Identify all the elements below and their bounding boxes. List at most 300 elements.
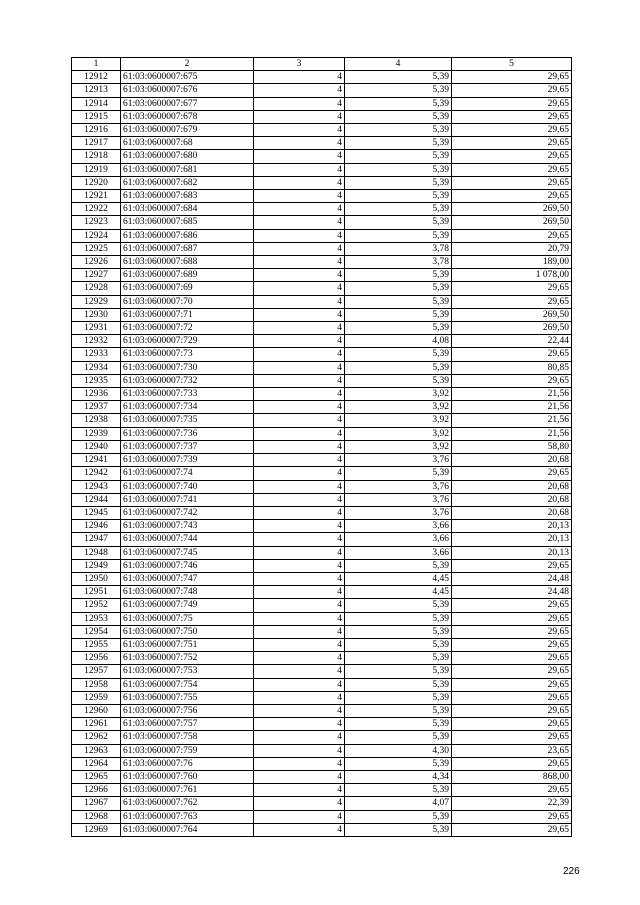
col3-cell: 4	[254, 744, 345, 757]
col5-cell: 29,65	[452, 150, 572, 163]
table-row	[72, 256, 572, 269]
col5-cell: 269,50	[452, 308, 572, 321]
cadastral-number-cell: 61:03:0600007:76	[121, 757, 254, 770]
table-row	[72, 823, 572, 836]
col5-cell: 269,50	[452, 216, 572, 229]
col3-cell: 4	[254, 572, 345, 585]
row-number-cell: 12928	[72, 282, 121, 295]
table-row	[72, 282, 572, 295]
row-number-cell: 12943	[72, 480, 121, 493]
col3-cell: 4	[254, 203, 345, 216]
cadastral-number-cell: 61:03:0600007:735	[121, 414, 254, 427]
col4-cell: 3,66	[345, 533, 452, 546]
col4-cell: 5,39	[345, 216, 452, 229]
col3-cell: 4	[254, 216, 345, 229]
col5-cell: 29,65	[452, 124, 572, 137]
row-number-cell: 12924	[72, 229, 121, 242]
col3-cell: 4	[254, 150, 345, 163]
col5-cell: 29,65	[452, 599, 572, 612]
table-row	[72, 797, 572, 810]
row-number-cell: 12965	[72, 770, 121, 783]
col5-cell: 29,65	[452, 678, 572, 691]
table-row	[72, 586, 572, 599]
row-number-cell: 12930	[72, 308, 121, 321]
table-row	[72, 440, 572, 453]
table-row	[72, 691, 572, 704]
cadastral-number-cell: 61:03:0600007:745	[121, 546, 254, 559]
column-header-2: 2	[121, 58, 254, 71]
col3-cell: 4	[254, 533, 345, 546]
row-number-cell: 12915	[72, 110, 121, 123]
row-number-cell: 12947	[72, 533, 121, 546]
data-table	[71, 57, 572, 837]
cadastral-number-cell: 61:03:0600007:749	[121, 599, 254, 612]
col4-cell: 5,39	[345, 176, 452, 189]
col3-cell: 4	[254, 810, 345, 823]
col3-cell: 4	[254, 361, 345, 374]
col3-cell: 4	[254, 388, 345, 401]
col5-cell: 80,85	[452, 361, 572, 374]
col4-cell: 3,92	[345, 414, 452, 427]
col3-cell: 4	[254, 256, 345, 269]
col3-cell: 4	[254, 71, 345, 84]
cadastral-number-cell: 61:03:0600007:753	[121, 665, 254, 678]
col4-cell: 5,39	[345, 124, 452, 137]
col3-cell: 4	[254, 229, 345, 242]
col5-cell: 29,65	[452, 718, 572, 731]
col5-cell: 29,65	[452, 559, 572, 572]
col4-cell: 5,39	[345, 704, 452, 717]
col3-cell: 4	[254, 784, 345, 797]
cadastral-number-cell: 61:03:0600007:73	[121, 348, 254, 361]
row-number-cell: 12918	[72, 150, 121, 163]
cadastral-number-cell: 61:03:0600007:71	[121, 308, 254, 321]
col3-cell: 4	[254, 493, 345, 506]
row-number-cell: 12955	[72, 638, 121, 651]
row-number-cell: 12940	[72, 440, 121, 453]
cadastral-number-cell: 61:03:0600007:736	[121, 427, 254, 440]
col4-cell: 3,78	[345, 256, 452, 269]
col4-cell: 5,39	[345, 84, 452, 97]
col5-cell: 269,50	[452, 203, 572, 216]
col5-cell: 1 078,00	[452, 269, 572, 282]
col5-cell: 23,65	[452, 744, 572, 757]
cadastral-number-cell: 61:03:0600007:762	[121, 797, 254, 810]
table-row	[72, 572, 572, 585]
cadastral-number-cell: 61:03:0600007:685	[121, 216, 254, 229]
col5-cell: 868,00	[452, 770, 572, 783]
table-row	[72, 718, 572, 731]
col3-cell: 4	[254, 414, 345, 427]
table-row	[72, 242, 572, 255]
row-number-cell: 12969	[72, 823, 121, 836]
row-number-cell: 12934	[72, 361, 121, 374]
table-row	[72, 97, 572, 110]
row-number-cell: 12948	[72, 546, 121, 559]
cadastral-number-cell: 61:03:0600007:742	[121, 506, 254, 519]
row-number-cell: 12921	[72, 190, 121, 203]
table-row	[72, 652, 572, 665]
row-number-cell: 12941	[72, 454, 121, 467]
col4-cell: 3,92	[345, 440, 452, 453]
table-row	[72, 190, 572, 203]
col3-cell: 4	[254, 110, 345, 123]
cadastral-number-cell: 61:03:0600007:761	[121, 784, 254, 797]
table-row	[72, 229, 572, 242]
table-row	[72, 784, 572, 797]
col4-cell: 5,39	[345, 203, 452, 216]
table-row	[72, 546, 572, 559]
table-row	[72, 269, 572, 282]
cadastral-number-cell: 61:03:0600007:676	[121, 84, 254, 97]
table-row	[72, 124, 572, 137]
col5-cell: 24,48	[452, 586, 572, 599]
col4-cell: 5,39	[345, 282, 452, 295]
col3-cell: 4	[254, 190, 345, 203]
col4-cell: 5,39	[345, 361, 452, 374]
row-number-cell: 12949	[72, 559, 121, 572]
col3-cell: 4	[254, 665, 345, 678]
col3-cell: 4	[254, 612, 345, 625]
table-row	[72, 612, 572, 625]
col4-cell: 4,34	[345, 770, 452, 783]
table-row	[72, 559, 572, 572]
col5-cell: 20,68	[452, 454, 572, 467]
cadastral-number-cell: 61:03:0600007:68	[121, 137, 254, 150]
col5-cell: 29,65	[452, 176, 572, 189]
row-number-cell: 12946	[72, 520, 121, 533]
col5-cell: 29,65	[452, 638, 572, 651]
col3-cell: 4	[254, 335, 345, 348]
table-row	[72, 744, 572, 757]
cadastral-number-cell: 61:03:0600007:747	[121, 572, 254, 585]
table-row	[72, 467, 572, 480]
col4-cell: 5,39	[345, 731, 452, 744]
table-row	[72, 810, 572, 823]
table-row	[72, 414, 572, 427]
row-number-cell: 12953	[72, 612, 121, 625]
row-number-cell: 12927	[72, 269, 121, 282]
table-row	[72, 599, 572, 612]
col5-cell: 29,65	[452, 190, 572, 203]
row-number-cell: 12960	[72, 704, 121, 717]
col4-cell: 5,39	[345, 467, 452, 480]
table-row	[72, 374, 572, 387]
col4-cell: 5,39	[345, 269, 452, 282]
col3-cell: 4	[254, 137, 345, 150]
row-number-cell: 12961	[72, 718, 121, 731]
col3-cell: 4	[254, 520, 345, 533]
table-row	[72, 665, 572, 678]
row-number-cell: 12926	[72, 256, 121, 269]
col3-cell: 4	[254, 586, 345, 599]
table-row	[72, 150, 572, 163]
row-number-cell: 12944	[72, 493, 121, 506]
cadastral-number-cell: 61:03:0600007:730	[121, 361, 254, 374]
col4-cell: 4,45	[345, 572, 452, 585]
col4-cell: 5,39	[345, 163, 452, 176]
col5-cell: 29,65	[452, 665, 572, 678]
row-number-cell: 12967	[72, 797, 121, 810]
col4-cell: 4,45	[345, 586, 452, 599]
table-row	[72, 625, 572, 638]
header-row	[72, 58, 572, 71]
col4-cell: 5,39	[345, 823, 452, 836]
col3-cell: 4	[254, 440, 345, 453]
row-number-cell: 12937	[72, 401, 121, 414]
cadastral-number-cell: 61:03:0600007:751	[121, 638, 254, 651]
col5-cell: 29,65	[452, 282, 572, 295]
col5-cell: 29,65	[452, 137, 572, 150]
cadastral-number-cell: 61:03:0600007:72	[121, 322, 254, 335]
cadastral-number-cell: 61:03:0600007:759	[121, 744, 254, 757]
table-row	[72, 361, 572, 374]
table-row	[72, 71, 572, 84]
cadastral-number-cell: 61:03:0600007:737	[121, 440, 254, 453]
row-number-cell: 12952	[72, 599, 121, 612]
row-number-cell: 12957	[72, 665, 121, 678]
page-number: 226	[563, 866, 580, 877]
table-row	[72, 704, 572, 717]
col3-cell: 4	[254, 691, 345, 704]
row-number-cell: 12945	[72, 506, 121, 519]
row-number-cell: 12917	[72, 137, 121, 150]
col5-cell: 21,56	[452, 427, 572, 440]
col5-cell: 20,13	[452, 520, 572, 533]
cadastral-number-cell: 61:03:0600007:75	[121, 612, 254, 625]
table-row	[72, 163, 572, 176]
cadastral-number-cell: 61:03:0600007:74	[121, 467, 254, 480]
cadastral-number-cell: 61:03:0600007:758	[121, 731, 254, 744]
table-row	[72, 770, 572, 783]
row-number-cell: 12962	[72, 731, 121, 744]
row-number-cell: 12913	[72, 84, 121, 97]
cadastral-number-cell: 61:03:0600007:739	[121, 454, 254, 467]
table-row	[72, 388, 572, 401]
col5-cell: 29,65	[452, 704, 572, 717]
col4-cell: 5,39	[345, 810, 452, 823]
cadastral-number-cell: 61:03:0600007:764	[121, 823, 254, 836]
cadastral-number-cell: 61:03:0600007:734	[121, 401, 254, 414]
col5-cell: 29,65	[452, 810, 572, 823]
cadastral-number-cell: 61:03:0600007:750	[121, 625, 254, 638]
col4-cell: 5,39	[345, 308, 452, 321]
row-number-cell: 12922	[72, 203, 121, 216]
col3-cell: 4	[254, 480, 345, 493]
cadastral-number-cell: 61:03:0600007:683	[121, 190, 254, 203]
row-number-cell: 12938	[72, 414, 121, 427]
col5-cell: 29,65	[452, 374, 572, 387]
row-number-cell: 12964	[72, 757, 121, 770]
row-number-cell: 12914	[72, 97, 121, 110]
table-row	[72, 348, 572, 361]
cadastral-number-cell: 61:03:0600007:743	[121, 520, 254, 533]
col5-cell: 29,65	[452, 652, 572, 665]
cadastral-number-cell: 61:03:0600007:755	[121, 691, 254, 704]
cadastral-number-cell: 61:03:0600007:760	[121, 770, 254, 783]
table-row	[72, 427, 572, 440]
col4-cell: 3,76	[345, 493, 452, 506]
cadastral-number-cell: 61:03:0600007:70	[121, 295, 254, 308]
table-row	[72, 335, 572, 348]
cadastral-number-cell: 61:03:0600007:677	[121, 97, 254, 110]
table-row	[72, 137, 572, 150]
cadastral-number-cell: 61:03:0600007:763	[121, 810, 254, 823]
col5-cell: 29,65	[452, 731, 572, 744]
cadastral-number-cell: 61:03:0600007:679	[121, 124, 254, 137]
col3-cell: 4	[254, 770, 345, 783]
col4-cell: 3,76	[345, 480, 452, 493]
col3-cell: 4	[254, 97, 345, 110]
cadastral-number-cell: 61:03:0600007:680	[121, 150, 254, 163]
column-header-3: 3	[254, 58, 345, 71]
cadastral-number-cell: 61:03:0600007:729	[121, 335, 254, 348]
col3-cell: 4	[254, 546, 345, 559]
cadastral-number-cell: 61:03:0600007:69	[121, 282, 254, 295]
cadastral-number-cell: 61:03:0600007:746	[121, 559, 254, 572]
col5-cell: 29,65	[452, 295, 572, 308]
col3-cell: 4	[254, 295, 345, 308]
table-row	[72, 176, 572, 189]
col4-cell: 4,07	[345, 797, 452, 810]
col4-cell: 3,92	[345, 401, 452, 414]
row-number-cell: 12954	[72, 625, 121, 638]
col3-cell: 4	[254, 506, 345, 519]
col3-cell: 4	[254, 163, 345, 176]
col5-cell: 20,79	[452, 242, 572, 255]
col5-cell: 20,13	[452, 533, 572, 546]
col3-cell: 4	[254, 599, 345, 612]
col3-cell: 4	[254, 322, 345, 335]
table-row	[72, 295, 572, 308]
cadastral-number-cell: 61:03:0600007:733	[121, 388, 254, 401]
cadastral-number-cell: 61:03:0600007:687	[121, 242, 254, 255]
col4-cell: 5,39	[345, 559, 452, 572]
col4-cell: 5,39	[345, 691, 452, 704]
col4-cell: 5,39	[345, 97, 452, 110]
row-number-cell: 12963	[72, 744, 121, 757]
row-number-cell: 12916	[72, 124, 121, 137]
row-number-cell: 12950	[72, 572, 121, 585]
col4-cell: 5,39	[345, 190, 452, 203]
cadastral-number-cell: 61:03:0600007:744	[121, 533, 254, 546]
row-number-cell: 12931	[72, 322, 121, 335]
cadastral-number-cell: 61:03:0600007:681	[121, 163, 254, 176]
row-number-cell: 12968	[72, 810, 121, 823]
row-number-cell: 12925	[72, 242, 121, 255]
col5-cell: 29,65	[452, 612, 572, 625]
col5-cell: 29,65	[452, 110, 572, 123]
col3-cell: 4	[254, 757, 345, 770]
col4-cell: 3,78	[345, 242, 452, 255]
column-header-4: 4	[345, 58, 452, 71]
col3-cell: 4	[254, 467, 345, 480]
table-row	[72, 480, 572, 493]
col4-cell: 5,39	[345, 150, 452, 163]
col4-cell: 5,39	[345, 638, 452, 651]
col5-cell: 21,56	[452, 388, 572, 401]
row-number-cell: 12956	[72, 652, 121, 665]
col4-cell: 5,39	[345, 229, 452, 242]
col5-cell: 21,56	[452, 401, 572, 414]
col3-cell: 4	[254, 427, 345, 440]
row-number-cell: 12920	[72, 176, 121, 189]
col3-cell: 4	[254, 704, 345, 717]
col3-cell: 4	[254, 797, 345, 810]
col4-cell: 5,39	[345, 784, 452, 797]
col3-cell: 4	[254, 269, 345, 282]
row-number-cell: 12923	[72, 216, 121, 229]
column-header-1: 1	[72, 58, 121, 71]
col3-cell: 4	[254, 678, 345, 691]
table-row	[72, 757, 572, 770]
col4-cell: 3,66	[345, 520, 452, 533]
cadastral-number-cell: 61:03:0600007:740	[121, 480, 254, 493]
col4-cell: 5,39	[345, 678, 452, 691]
table-row	[72, 401, 572, 414]
col4-cell: 5,39	[345, 374, 452, 387]
cadastral-number-cell: 61:03:0600007:689	[121, 269, 254, 282]
table-row	[72, 308, 572, 321]
col4-cell: 4,30	[345, 744, 452, 757]
col4-cell: 5,39	[345, 757, 452, 770]
col3-cell: 4	[254, 454, 345, 467]
col3-cell: 4	[254, 348, 345, 361]
col4-cell: 3,66	[345, 546, 452, 559]
cadastral-number-cell: 61:03:0600007:752	[121, 652, 254, 665]
col4-cell: 5,39	[345, 137, 452, 150]
col5-cell: 24,48	[452, 572, 572, 585]
table-row	[72, 216, 572, 229]
col5-cell: 29,65	[452, 84, 572, 97]
row-number-cell: 12929	[72, 295, 121, 308]
col5-cell: 29,65	[452, 348, 572, 361]
col5-cell: 22,44	[452, 335, 572, 348]
col5-cell: 29,65	[452, 467, 572, 480]
col4-cell: 4,08	[345, 335, 452, 348]
col3-cell: 4	[254, 242, 345, 255]
table-row	[72, 110, 572, 123]
col5-cell: 29,65	[452, 229, 572, 242]
table-row	[72, 203, 572, 216]
col3-cell: 4	[254, 308, 345, 321]
table-row	[72, 454, 572, 467]
col3-cell: 4	[254, 652, 345, 665]
col4-cell: 5,39	[345, 295, 452, 308]
col5-cell: 29,65	[452, 625, 572, 638]
col3-cell: 4	[254, 718, 345, 731]
table-row	[72, 533, 572, 546]
cadastral-number-cell: 61:03:0600007:756	[121, 704, 254, 717]
cadastral-number-cell: 61:03:0600007:686	[121, 229, 254, 242]
cadastral-number-cell: 61:03:0600007:757	[121, 718, 254, 731]
col4-cell: 5,39	[345, 625, 452, 638]
cadastral-number-cell: 61:03:0600007:741	[121, 493, 254, 506]
table-row	[72, 638, 572, 651]
cadastral-number-cell: 61:03:0600007:732	[121, 374, 254, 387]
row-number-cell: 12951	[72, 586, 121, 599]
col4-cell: 5,39	[345, 718, 452, 731]
cadastral-number-cell: 61:03:0600007:684	[121, 203, 254, 216]
row-number-cell: 12942	[72, 467, 121, 480]
row-number-cell: 12959	[72, 691, 121, 704]
col3-cell: 4	[254, 559, 345, 572]
cadastral-number-cell: 61:03:0600007:682	[121, 176, 254, 189]
col3-cell: 4	[254, 625, 345, 638]
table-row	[72, 322, 572, 335]
col3-cell: 4	[254, 84, 345, 97]
col5-cell: 29,65	[452, 784, 572, 797]
